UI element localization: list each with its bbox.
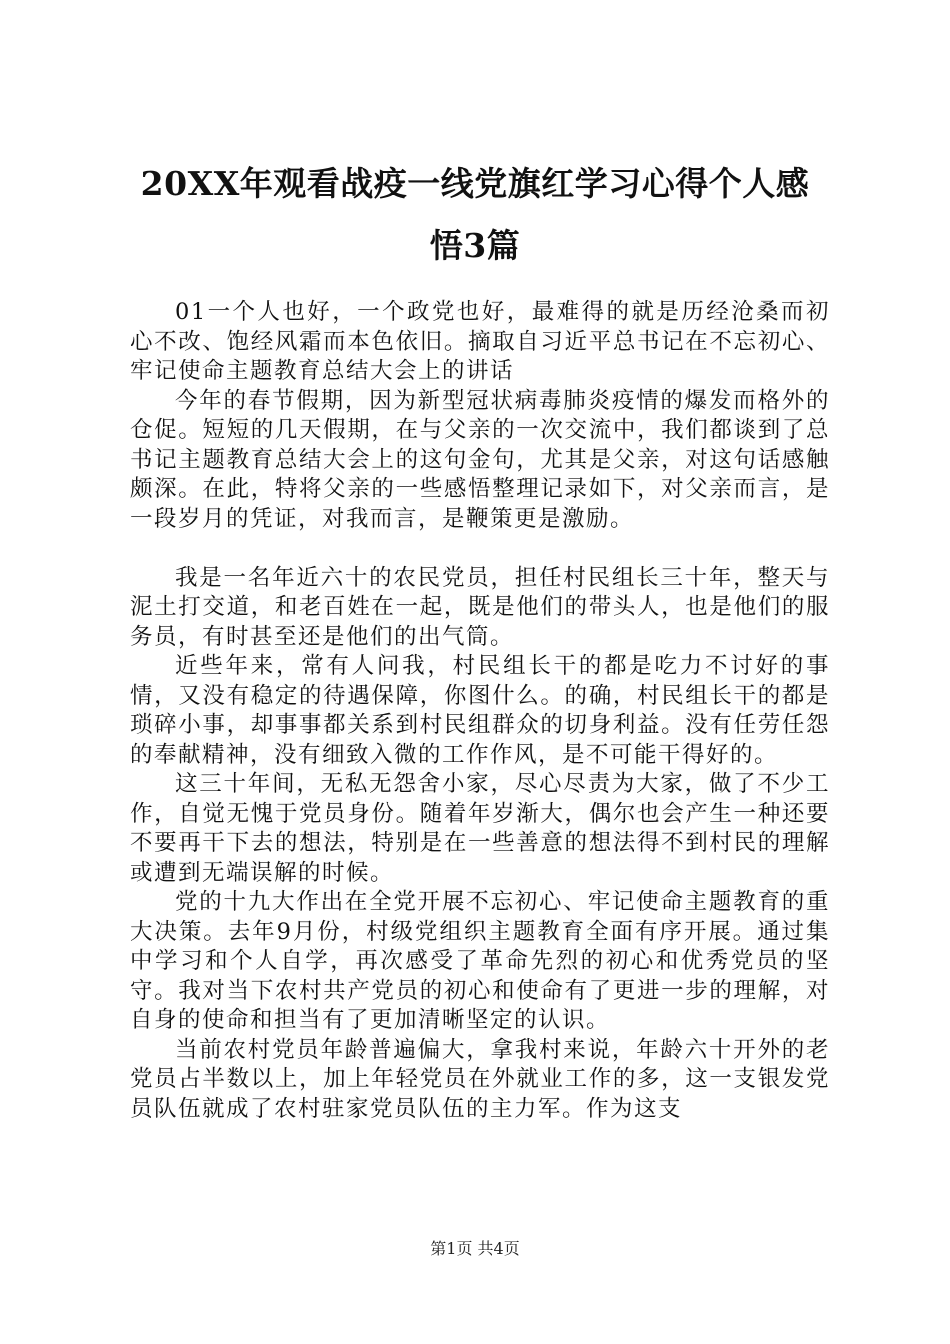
paragraph: 近些年来，常有人问我，村民组长干的都是吃力不讨好的事情，又没有稳定的待遇保障，你图什么。的确，村民组长干的都是琐碎小事，却事事都关系到村民组群众的切身利益。没有任劳任怨的奉献精神，没有细致入微的工作作风，是不可能干得好的。 — [130, 653, 830, 768]
document-title-line2: 悟3篇 — [429, 226, 521, 265]
paragraph: 这三十年间，无私无怨舍小家，尽心尽责为大家，做了不少工作，自觉无愧于党员身份。随着年岁渐大，偶尔也会产生一种还要不要再干下去的想法，特别是在一些善意的想法得不到村民的理解或遭到无端误解的时候。 — [130, 771, 830, 886]
paragraph: 当前农村党员年龄普遍偏大，拿我村来说，年龄六十开外的老党员占半数以上，加上年轻党员在外就业工作的多，这一支银发党员队伍就成了农村驻家党员队伍的主力军。作为这支 — [130, 1036, 830, 1122]
document-body — [130, 298, 830, 1124]
paragraph: 党的十九大作出在全党开展不忘初心、牢记使命主题教育的重大决策。去年9月份，村级党组织主题教育全面有序开展。通过集中学习和个人自学，再次感受了革命先烈的初心和优秀党员的坚守。我对当下农村共产党员的初心和使命有了更进一步的理解，对自身的使命和担当有了更加清晰坚定的认识。 — [130, 889, 830, 1033]
paragraph: 我是一名年近六十的农民党员，担任村民组长三十年，整天与泥土打交道，和老百姓在一起，既是他们的带头人，也是他们的服务员，有时甚至还是他们的出气筒。 — [130, 564, 830, 650]
paragraph: 今年的春节假期，因为新型冠状病毒肺炎疫情的爆发而格外的仓促。短短的几天假期，在与父亲的一次交流中，我们都谈到了总书记主题教育总结大会上的这句金句，尤其是父亲，对这句话感触颇深。在此，特将父亲的一些感悟整理记录如下，对父亲而言，是一段岁月的凭证，对我而言，是鞭策更是激励。 — [130, 387, 830, 532]
paragraph: 01一个人也好，一个政党也好，最难得的就是历经沧桑而初心不改、饱经风霜而本色依旧。摘取自习近平总书记在不忘初心、牢记使命主题教育总结大会上的讲话 — [130, 299, 830, 384]
document-title-line1: 20XX年观看战疫一线党旗红学习心得个人感 — [140, 164, 810, 203]
page-footer: 第1页 共4页 — [430, 1239, 520, 1258]
